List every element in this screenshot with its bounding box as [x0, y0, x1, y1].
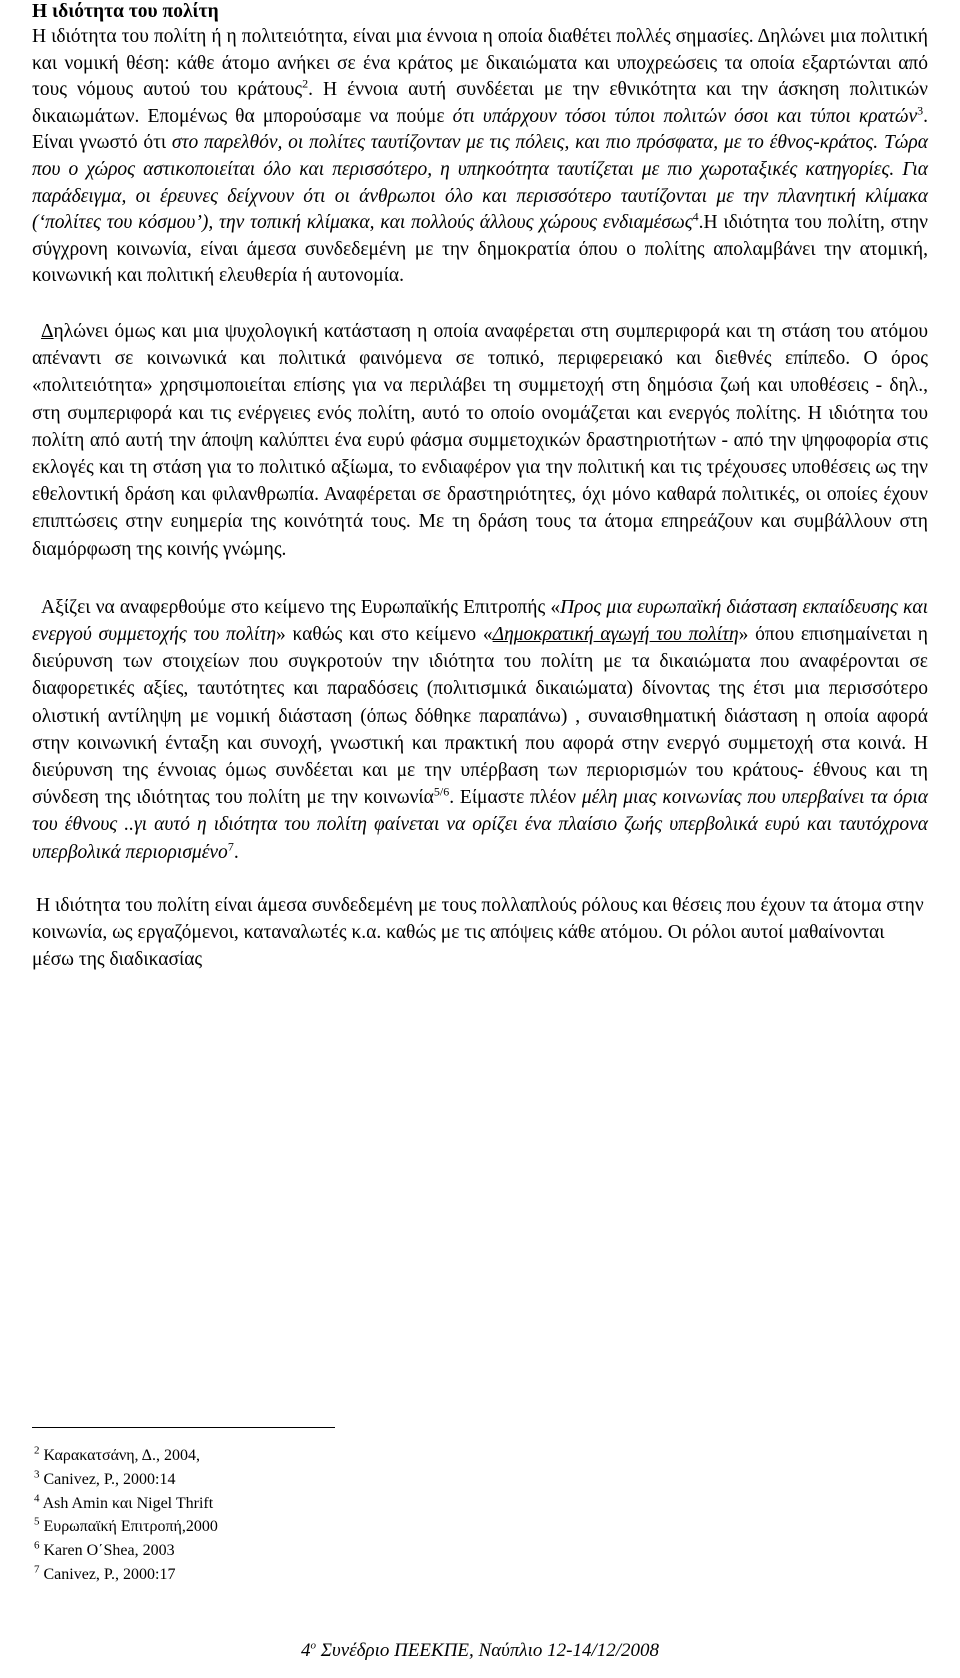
footnote-7: [34, 1563, 218, 1587]
footnote-number: 2: [34, 1444, 40, 1457]
paragraph-3-italic-1: Προς μια ευρωπαϊκή διάσταση εκπαίδευσης και ενεργού συμμετοχής του πολίτη: [32, 596, 929, 645]
page-footer: [0, 1640, 960, 1662]
footnote-text: Ευρωπαϊκή Επιτροπή,2000: [43, 1518, 218, 1536]
paragraph-3-italic-2: [493, 624, 739, 645]
footnote-text: Ash Amin και Nigel Thrift: [42, 1494, 214, 1512]
footnote-text: Καρακατσάνη, Δ., 2004,: [43, 1447, 200, 1464]
footer-text: Συνέδριο ΠΕΕΚΠΕ, Ναύπλιο 12-14/12/2008: [315, 1640, 660, 1661]
footnote-text: Canivez, P., 2000:17: [43, 1565, 176, 1583]
footnote-ref-slash: /: [439, 784, 444, 799]
paragraph-3-text-e: .: [233, 841, 239, 863]
paragraph-3-italic-2-text: Δημοκρατική αγωγή του πολίτη: [492, 623, 739, 645]
footnote-number: 6: [34, 1539, 40, 1552]
paragraph-3-text-a: Αξίζει να αναφερθούμε στο κείμενο της Ευρωπαϊκής Επιτροπής «: [41, 596, 561, 618]
footnote-ref-5[interactable]: 5: [433, 784, 440, 799]
paragraph-2-initial: Δ: [41, 320, 54, 342]
paragraph-2-text: ηλώνει όμως και μια ψυχολογική κατάσταση η οποία αναφέρεται στη συμπεριφορά και τη στάση του ατόμου απέναντι σε κοινωνικά και πολιτικά φαινόμενα σε τοπικό, περιφερειακό και διεθνές επίπεδο. Ο όρος «πολιτειότητα» χρησιμοποιείται επίσης για να περιλάβει τη συμμετοχή στη δημόσια ζωή και υποθέσεις - δηλ., στη συμπεριφορά και τις ενέργειες ενός πολίτη, αυτό το οποίο ονομάζεται και ενεργός πολίτης. Η ιδιότητα του πολίτη από αυτή την άποψη καλύπτει ένα ευρύ φάσμα συμμετοχικών δραστηριοτήτων - από την ψηφοφορία στις εκλογές και τη στάση για το πολιτικό αξίωμα, το ενδιαφέρον για την πολιτική και τις τρέχουσες υποθέσεις ως την εθελοντική δράση και φιλανθρωπία. Αναφέρεται σε δραστηριότητες, όχι μόνο καθαρά πολιτικές, οι οποίες έχουν επιπτώσεις στην ευημερία της κοινότητά τους. Με τη δράση τους τα άτομα επηρεάζουν και συμβάλλουν στη διαμόρφωση της κοινής γνώμης.: [32, 320, 928, 560]
paragraph-3-text-c: » όπου επισημαίνεται η διεύρυνση των στοιχείων που συγκροτούν την ιδιότητα του πολίτη με τα δικαιώματα που αναφέρονται σε διαφορετικές αξίες, ταυτότητες και παραδόσεις (πολιτισμικά δικαιώματα) δίνοντας της έτσι μια περισσότερο ολιστική αντίληψη με νομική διάσταση (όπως δόθηκε παραπάνω) , συναισθηματική διάσταση η οποία αφορά στην κοινωνική ένταξη και συνοχή, γνωστική και πρακτική που αφορά στην ενεργό συμμετοχή στα κοινά. Η διεύρυνση της έννοιας όμως συνδέεται και με την υπέρβαση των περιορισμών του κράτους- έθνους και τη σύνδεση της ιδιότητας του πολίτη με την κοινωνία: [32, 623, 928, 809]
footer-number: 4: [300, 1640, 311, 1661]
footnote-number: 5: [34, 1516, 40, 1529]
footnote-separator: [32, 1427, 335, 1428]
footnote-5: [34, 1515, 218, 1539]
footnote-number: 7: [34, 1563, 40, 1576]
footnote-ref-4[interactable]: 4: [692, 209, 699, 224]
footer-ordinal: ο: [310, 1639, 316, 1652]
footnote-2: [34, 1444, 218, 1468]
paragraph-1: [32, 24, 928, 290]
footnote-number: 4: [34, 1492, 40, 1505]
paragraph-3-text-d: . Είμαστε πλέον: [449, 787, 582, 809]
paragraph-1-text-b: . Η έννοια αυτή συνδέεται με την εθνικότητα και την άσκηση πολιτικών δικαιωμάτων. Επομένως θα μπορούσαμε να πούμε: [32, 79, 928, 127]
footnote-text: Canivez, P., 2000:14: [43, 1470, 176, 1488]
footnote-3: [34, 1468, 218, 1492]
paragraph-1-italic-1: ότι υπάρχουν τόσοι τύποι πολιτών όσοι και τύποι κρατών: [452, 105, 918, 127]
footnote-ref-2[interactable]: 2: [302, 76, 309, 91]
paragraph-1-text-c: . Είναι γνωστό ότι: [32, 105, 928, 154]
footnote-number: 3: [34, 1468, 40, 1481]
paragraph-3-text-b: » καθώς και στο κείμενο «: [276, 623, 493, 645]
paragraph-4: Η ιδιότητα του πολίτη είναι άμεσα συνδεδεμένη με τους πολλαπλούς ρόλους και θέσεις που έχουν τα άτομα στην κοινωνία, ως εργαζόμενοι, καταναλωτές κ.α. καθώς με τις απόψεις κάθε ατόμου. Οι ρόλοι αυτοί μαθαίνονται μέσω της διαδικασίας: [32, 894, 924, 971]
footnote-ref-3[interactable]: 3: [917, 103, 924, 118]
paragraph-1-text-a: Η ιδιότητα του πολίτη ή η πολιτειότητα, είναι μια έννοια η οποία διαθέτει πολλές σημασίες. Δηλώνει μια πολιτική και νομική θέση: κάθε άτομο ανήκει σε ένα κράτος με δικαιώματα και υποχρεώσεις τα οποία εξαρτώνται από τους νόμους αυτού του κράτους: [32, 26, 928, 101]
section-heading: Η ιδιότητα του πολίτη: [32, 1, 219, 22]
footnote-ref-7[interactable]: 7: [227, 839, 234, 854]
paragraph-3-italic-3: μέλη μιας κοινωνίας που υπερβαίνει τα όρια του έθνους ..γι αυτό η ιδιότητα του πολίτη φαίνεται να ορίζει ένα πλαίσιο ζωής υπερβολικά ευρύ και ταυτόχρονα υπερβολικά περιορισμένο: [32, 787, 929, 863]
paragraph-2: [32, 318, 928, 563]
footnote-6: [34, 1539, 218, 1563]
footnote-text: Karen O΄Shea, 2003: [43, 1542, 175, 1560]
paragraph-1-italic-2: στο παρελθόν, οι πολίτες ταυτίζονταν με τις πόλεις, και πιο πρόσφατα, με το έθνος-κράτος. Τώρα που ο χώρος αστικοποιείται όλο και περισσότερο, η υπηκοότητα ταυτίζεται με πιο χωροταξικές κατηγορίες. Για παράδειγμα, οι έρευνες δείχνουν ότι οι άνθρωποι όλο και περισσότερο ταυτίζονται με την πλανητική κλίμακα (‘πολίτες του κόσμου’), την τοπική κλίμακα, και πολλούς άλλους χώρους ενδιαμέσως: [32, 132, 928, 234]
footnote-4: [34, 1492, 218, 1516]
paragraph-1-text-d: .Η ιδιότητα του πολίτη, στην σύγχρονη κοινωνία, είναι άμεσα συνδεδεμένη με την δημοκρατία όπου ο πολίτης απολαμβάνει την ατομική, κοινωνική και πολιτική ελευθερία ή αυτονομία.: [32, 212, 928, 287]
footnote-ref-6[interactable]: 6: [443, 784, 450, 799]
document-page: [32, 0, 928, 973]
footnotes-list: [34, 1444, 218, 1587]
paragraph-3: [32, 594, 928, 866]
